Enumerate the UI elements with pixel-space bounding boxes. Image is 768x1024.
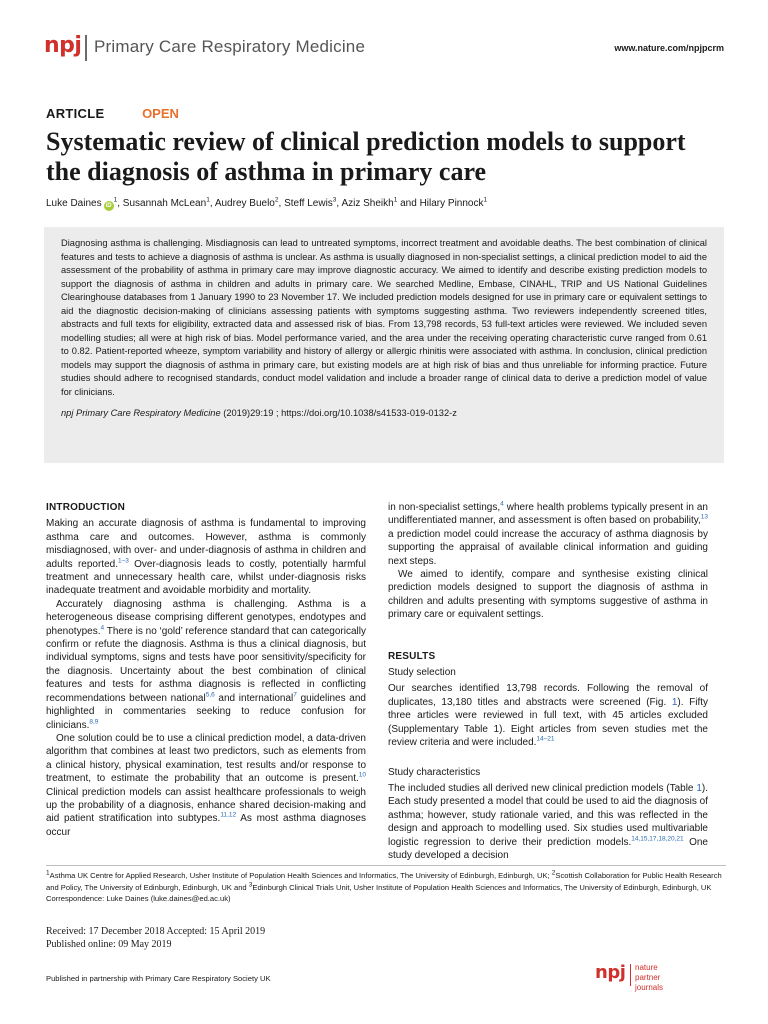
orcid-icon[interactable]: iD — [105, 203, 112, 209]
affiliation-marker: 2 — [274, 196, 279, 204]
partner-line: nature — [635, 963, 658, 972]
spacer — [388, 622, 708, 650]
reference-link[interactable]: 5,6 — [205, 691, 215, 699]
affiliation-marker: 1 — [483, 196, 488, 204]
abstract-text: Diagnosing asthma is challenging. Misdiagnosis can lead to untreated symptoms, incorrect treatment and avoidable deaths. The best combination of clinical features and tests to achieve a diagnosis of asthma is unclear. As asthma is usually diagnosed in non-specialist settings, a clinical prediction model to aid the assessment of the probability of asthma in primary care may improve diagnostic accuracy. We aimed to identify and describe existing prediction models to support the diagnosis of asthma in children and adults in primary care. We searched Medline, Embase, CINAHL, TRIP and US National Guidelines Clearinghouse databases from 1 January 1990 to 23 November 17. We included prediction models designed for use in primary care or equivalent settings to aid the diagnostic decision-making of clinicians assessing patients with symptoms suggesting asthma. Two reviewers independently screened titles, abstracts and full texts for eligibility, extracted data and assessed risk of bias. From 13,798 records, 53 full-text articles were reviewed. We included seven modelling studies; all were at high risk of bias. Model performance varied, and the area under the receiving operating characteristic curve ranged from 0.61 to 0.82. Patient-reported wheeze, symptom variability and history of allergy or allergic rhinitis were associated with asthma. In conclusion, clinical prediction models may support the diagnosis of asthma in primary care, but existing models are at high risk of bias and thus unreliable for informing practice. Future studies should adhere to recognised standards, conduct model validation and include a broader range of clinical data to derive a prediction model of value for clinicians. — [61, 238, 707, 397]
affiliations-block — [46, 870, 726, 905]
correspondence-line: Correspondence: Luke Daines (luke.daines@ed.ac.uk) — [46, 894, 231, 903]
citation-doi[interactable]: (2019)29:19 ; https://doi.org/10.1038/s41533-019-0132-z — [220, 408, 457, 418]
body-paragraph: Our searches identified 13,798 records. Following the removal of duplicates, 13,180 titles and abstracts were screened (Fig. 1). Fifty three articles were reviewed in full text, with 45 articles excluded (Supplementary Table 1). Eight articles from seven studies met the review criteria and were included.$^{14-21}$ — [388, 683, 709, 749]
author-name[interactable]: Luke Daines — [46, 198, 102, 209]
reference-link[interactable]: 10 — [358, 771, 366, 779]
body-paragraph: in non-specialist settings,$^4$ where health problems typically present in an undifferentiated manner, and assessment is often based on probability,$^{13}$ a prediction model could increase the accuracy of asthma diagnosis by supporting the appraisal of available clinical information and guiding next steps. — [388, 500, 708, 567]
article-title: Systematic review of clinical prediction models to support the diagnosis of asthma in primary care — [46, 127, 686, 186]
reference-link[interactable]: 4 — [500, 500, 504, 508]
publication-dates — [46, 925, 265, 951]
author-name[interactable]: Aziz Sheikh — [341, 198, 394, 209]
footnote-divider — [46, 865, 726, 866]
reference-link[interactable]: 8,9 — [89, 718, 99, 726]
published-online-date: Published online: 09 May 2019 — [46, 939, 172, 950]
journal-url-link[interactable]: www.nature.com/npjpcrm — [614, 43, 724, 53]
reference-link[interactable]: 14–21 — [536, 735, 555, 743]
affiliation-marker: 3 — [332, 196, 337, 204]
body-paragraph: Accurately diagnosing asthma is challenging. Asthma is a heterogeneous disease comprising different genotypes, endotypes and phenotypes.$^4$ There is no ‘gold’ reference standard that can categorically confirm or refute the diagnosis. Asthma is thus a clinical diagnosis, but individual symptoms, signs and tests have poor sensitivity/specificity for the diagnosis. Uncertainty about the best combination of clinical features and tests for asthma diagnosis is reflected in conflicting recommendations between national$^{5,6}$ and international$^7$ guidelines and highlighted in commentaries seeking to reduce confusion for clinicians.$^{8,9}$ — [46, 598, 366, 731]
spacer — [388, 750, 708, 766]
journal-header — [44, 33, 724, 63]
partner-line: partner — [635, 973, 661, 982]
subsection-heading-study-characteristics: Study characteristics — [388, 766, 481, 778]
reference-link[interactable]: 4 — [100, 624, 105, 632]
abstract-box — [44, 227, 724, 463]
affiliations-text: $^1$Asthma UK Centre for Applied Research, Usher Institute of Population Health Sciences and Informatics, The University of Edinburgh, Edinburgh, UK; $^2$Scottish Collaboration for Public Health Research and Policy, The University of Edinburgh, Edinburgh, UK and $^3$Edinburgh Clinical Trials Unit, Usher Institute of Population Health Sciences and Informatics, The University of Edinburgh, Edinburgh, UK — [46, 869, 722, 892]
body-paragraph: Making an accurate diagnosis of asthma is fundamental to improving asthma care and outcomes. However, asthma is commonly misdiagnosed, with over- and under-diagnosis of asthma in children and adults reported.$^{1-3}$ Over-diagnosis leads to costly, potentially harmful treatment and unnecessary health care, whilst under-diagnosis risks inadequate treatment and avoidable morbidity and mortality. — [46, 518, 366, 597]
section-heading-introduction: INTRODUCTION — [46, 502, 126, 513]
footer-logo-divider — [630, 964, 631, 986]
figure-table-link[interactable]: 1 — [671, 696, 678, 708]
article-type-line — [46, 106, 179, 122]
received-accepted-dates: Received: 17 December 2018 Accepted: 15 April 2019 — [46, 926, 266, 937]
author-name[interactable]: Audrey Buelo — [214, 198, 275, 209]
partnership-note: Published in partnership with Primary Care Respiratory Society UK — [46, 974, 271, 983]
article-type-label: ARTICLE — [46, 106, 105, 121]
affiliation-marker: 3 — [248, 880, 253, 888]
affiliation-marker: 2 — [551, 869, 556, 877]
affiliation-marker: 1 — [393, 196, 398, 204]
author-name[interactable]: Susannah McLean — [122, 198, 207, 209]
reference-link[interactable]: 1–3 — [118, 557, 129, 565]
npj-partner-journals-logo — [595, 962, 725, 992]
body-paragraph: We aimed to identify, compare and synthesise existing clinical prediction models designed to support the diagnosis of asthma in children and adults presenting with symptoms suggestive of asthma in primary care or equivalent settings. — [388, 569, 708, 621]
partner-line: journals — [635, 983, 664, 992]
subsection-heading-study-selection: Study selection — [388, 667, 456, 679]
footer-npj-logo: npj — [595, 962, 626, 983]
body-column-right — [388, 501, 708, 862]
affiliation-marker: 1 — [113, 196, 118, 204]
body-column-left — [46, 501, 366, 839]
nature-partner-journals-text — [635, 963, 663, 993]
open-access-label: OPEN — [142, 106, 179, 121]
reference-link[interactable]: 13 — [700, 514, 708, 522]
figure-table-link[interactable]: 1 — [696, 782, 702, 794]
author-list: Luke Daines $iD^1$, Susannah McLean$^1$, Audrey Buelo$^2$, Steff Lewis$^3$, Aziz Sheikh$^1$ and Hilary Pinnock$^1$ — [46, 196, 488, 209]
reference-link[interactable]: 11,12 — [220, 812, 237, 820]
affiliation-marker: 1 — [206, 196, 210, 204]
body-paragraph: One solution could be to use a clinical prediction model, a data-driven algorithm that combines at least two predictors, such as elements from a clinical history, physical examination, test results and/or response to treatment, to estimate the probability that an outcome is present.$^{10}$ Clinical prediction models can assist healthcare professionals to weigh up the probability of a diagnosis, enhance shared decision-making and aid patient stratification into subtypes.$^{11,12}$ As most asthma diagnoses occur — [46, 732, 366, 838]
reference-link[interactable]: 7 — [293, 691, 297, 699]
npj-logo: npj — [44, 33, 82, 58]
author-name[interactable]: Steff Lewis — [284, 198, 333, 209]
citation-journal: npj Primary Care Respiratory Medicine — [61, 408, 221, 418]
reference-link[interactable]: 14,15,17,18,20,21 — [631, 835, 684, 843]
article-citation — [61, 407, 707, 420]
header-divider — [85, 35, 87, 61]
section-heading-results: RESULTS — [388, 650, 436, 662]
affiliation-marker: 1 — [46, 869, 50, 877]
journal-name: Primary Care Respiratory Medicine — [94, 37, 366, 56]
body-paragraph: The included studies all derived new clinical prediction models (Table 1). Each study presented a model that could be used to aid the diagnosis of asthma; however, study rationale varied, and this was reflected in the design and approach to modelling used. Six studies used multivariable logistic regression to derive their prediction models.$^{14,15,17,18,20,21}$ One study developed a decision — [388, 782, 708, 861]
author-name[interactable]: Hilary Pinnock — [419, 198, 484, 209]
